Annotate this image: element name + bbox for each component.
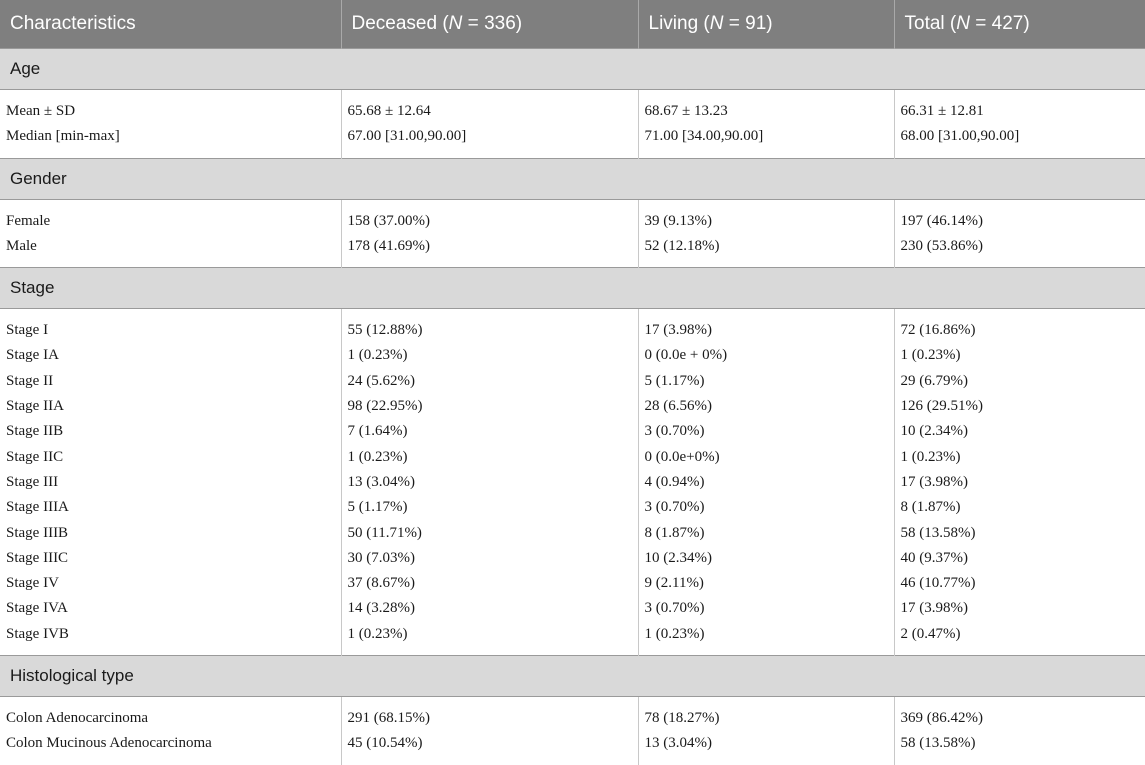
- col-header-total: Total (N = 427): [894, 0, 1145, 49]
- cell-living: 4 (0.94%): [644, 473, 705, 490]
- column-living: [638, 90, 894, 159]
- cell-label: Stage IIIB: [6, 524, 69, 541]
- cell-total: 17 (3.98%): [900, 600, 968, 617]
- cell-deceased: 178 (41.69%): [347, 237, 430, 254]
- column-living: [638, 199, 894, 268]
- cell-deceased: 1 (0.23%): [347, 347, 408, 364]
- cell-living: 71.00 [34.00,90.00]: [644, 128, 764, 145]
- column-deceased: [341, 697, 638, 765]
- living-label: Living: [648, 13, 699, 34]
- column-living: [638, 309, 894, 656]
- cell-total: 46 (10.77%): [900, 575, 976, 592]
- cell-label: Colon Mucinous Adenocarcinoma: [6, 735, 212, 752]
- column-deceased: [341, 309, 638, 656]
- cell-label: Stage III: [6, 473, 59, 490]
- column-total: [894, 309, 1145, 656]
- cell-label: Stage I: [6, 322, 49, 339]
- cell-total: 72 (16.86%): [900, 322, 976, 339]
- cell-deceased: 98 (22.95%): [347, 398, 423, 415]
- cell-total: 66.31 ± 12.81: [900, 103, 984, 119]
- cell-total: 58 (13.58%): [900, 524, 976, 541]
- deceased-label: Deceased: [351, 13, 438, 34]
- cell-total: 126 (29.51%): [900, 398, 983, 415]
- column-label: [0, 90, 341, 159]
- cell-total: 29 (6.79%): [900, 372, 968, 389]
- cell-deceased: 5 (1.17%): [347, 499, 408, 516]
- cell-label: Mean ± SD: [6, 103, 76, 119]
- deceased-n: 336: [484, 13, 516, 34]
- column-total: [894, 697, 1145, 765]
- section-row-stage: [0, 268, 1145, 309]
- cell-living: 3 (0.70%): [644, 499, 705, 516]
- cell-deceased: 14 (3.28%): [347, 600, 415, 617]
- cell-label: Stage IVA: [6, 600, 68, 617]
- cell-total: 58 (13.58%): [900, 735, 976, 752]
- cell-deceased: 7 (1.64%): [347, 423, 408, 440]
- cell-label: Stage II: [6, 372, 54, 389]
- cell-deceased: 1 (0.23%): [347, 625, 408, 642]
- cell-living: 0 (0.0e + 0%): [644, 347, 728, 364]
- section-body-gender: [0, 199, 1145, 268]
- section-title: Age: [0, 49, 1145, 90]
- cell-living: 1 (0.23%): [644, 625, 705, 642]
- cell-living: 17 (3.98%): [644, 322, 712, 339]
- cell-total: 68.00 [31.00,90.00]: [900, 128, 1020, 145]
- cell-living: 78 (18.27%): [644, 710, 720, 727]
- cell-living: 52 (12.18%): [644, 237, 720, 254]
- header-row: [0, 0, 1145, 49]
- column-label: [0, 697, 341, 765]
- cell-label: Stage IIIA: [6, 499, 69, 516]
- cell-label: Female: [6, 212, 51, 229]
- column-deceased: [341, 90, 638, 159]
- section-row-histology: [0, 656, 1145, 697]
- cell-living: 3 (0.70%): [644, 600, 705, 617]
- cell-deceased: 158 (37.00%): [347, 212, 430, 229]
- cell-label: Stage IIC: [6, 448, 64, 465]
- col-header-deceased: Deceased (N = 336): [341, 0, 638, 49]
- cell-living: 9 (2.11%): [644, 575, 704, 592]
- cell-label: Stage IV: [6, 575, 59, 592]
- cell-deceased: 67.00 [31.00,90.00]: [347, 128, 467, 145]
- cell-deceased: 45 (10.54%): [347, 735, 423, 752]
- total-label: Total: [904, 13, 945, 34]
- cell-label: Stage IVB: [6, 625, 69, 642]
- cell-living: 5 (1.17%): [644, 372, 705, 389]
- table-body: [0, 49, 1145, 765]
- total-n: 427: [991, 13, 1024, 34]
- cell-label: Stage IIIC: [6, 549, 69, 566]
- col-header-characteristics: Characteristics: [0, 0, 341, 49]
- section-title: Stage: [0, 268, 1145, 309]
- cell-deceased: 30 (7.03%): [347, 549, 415, 566]
- cell-deceased: 65.68 ± 12.64: [347, 103, 431, 119]
- cell-total: 40 (9.37%): [900, 549, 968, 566]
- cell-deceased: 55 (12.88%): [347, 322, 423, 339]
- cell-label: Stage IIA: [6, 398, 64, 415]
- cell-living: 8 (1.87%): [644, 524, 705, 541]
- col-header-living: Living (N = 91): [638, 0, 894, 49]
- cell-total: 369 (86.42%): [900, 710, 983, 727]
- column-label: [0, 199, 341, 268]
- section-row-age: [0, 49, 1145, 90]
- cell-deceased: 291 (68.15%): [347, 710, 430, 727]
- cell-total: 197 (46.14%): [900, 212, 983, 229]
- living-n: 91: [745, 13, 767, 34]
- cell-total: 1 (0.23%): [900, 448, 961, 465]
- cell-total: 8 (1.87%): [900, 499, 961, 516]
- column-label: [0, 309, 341, 656]
- section-title: Gender: [0, 158, 1145, 199]
- cell-label: Male: [6, 237, 37, 254]
- cell-label: Colon Adenocarcinoma: [6, 710, 149, 727]
- cell-total: 230 (53.86%): [900, 237, 983, 254]
- cell-living: 0 (0.0e+0%): [644, 448, 720, 465]
- cell-living: 13 (3.04%): [644, 735, 712, 752]
- cell-deceased: 13 (3.04%): [347, 473, 415, 490]
- column-deceased: [341, 199, 638, 268]
- section-title: Histological type: [0, 656, 1145, 697]
- cell-living: 28 (6.56%): [644, 398, 712, 415]
- cell-deceased: 37 (8.67%): [347, 575, 415, 592]
- cell-total: 2 (0.47%): [900, 625, 961, 642]
- cell-living: 68.67 ± 13.23: [644, 103, 728, 119]
- column-total: [894, 90, 1145, 159]
- section-row-gender: [0, 158, 1145, 199]
- cell-label: Stage IA: [6, 347, 59, 364]
- cell-deceased: 1 (0.23%): [347, 448, 408, 465]
- cell-deceased: 50 (11.71%): [347, 524, 422, 541]
- cell-living: 39 (9.13%): [644, 212, 712, 229]
- cell-label: Median [min-max]: [6, 128, 120, 145]
- section-body-stage: [0, 309, 1145, 656]
- cell-total: 1 (0.23%): [900, 347, 961, 364]
- section-body-histology: [0, 697, 1145, 765]
- cell-living: 3 (0.70%): [644, 423, 705, 440]
- column-living: [638, 697, 894, 765]
- column-total: [894, 199, 1145, 268]
- cell-total: 10 (2.34%): [900, 423, 968, 440]
- cell-label: Stage IIB: [6, 423, 64, 440]
- cell-deceased: 24 (5.62%): [347, 372, 415, 389]
- cell-total: 17 (3.98%): [900, 473, 968, 490]
- cell-living: 10 (2.34%): [644, 549, 712, 566]
- section-body-age: [0, 90, 1145, 159]
